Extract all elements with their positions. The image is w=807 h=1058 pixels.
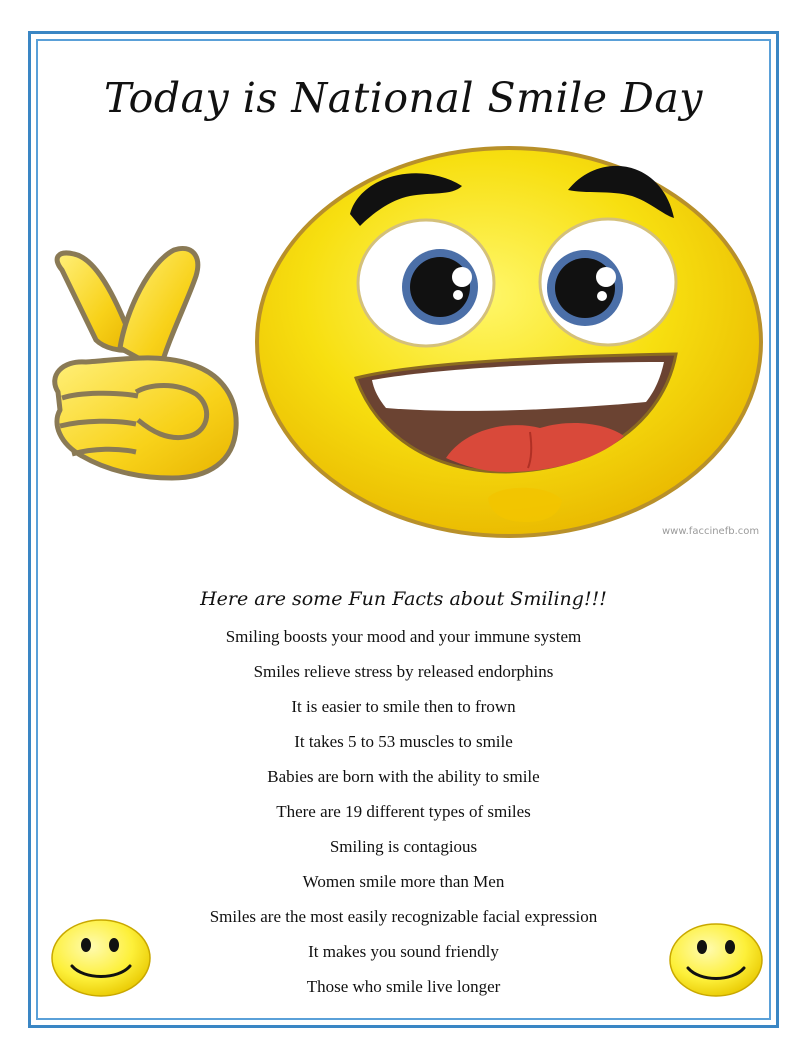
fact-item: Smiles are the most easily recognizable facial expression	[209, 907, 598, 926]
facts-heading: Here are some Fun Facts about Smiling!!!	[200, 588, 607, 610]
page-title: Today is National Smile Day	[104, 74, 703, 122]
fact-item: Women smile more than Men	[302, 872, 505, 891]
fact-item: It takes 5 to 53 muscles to smile	[294, 732, 513, 751]
fact-item: Those who smile live longer	[306, 977, 501, 996]
fact-item: There are 19 different types of smiles	[276, 802, 531, 821]
fact-item: Smiling is contagious	[329, 837, 478, 856]
fact-item: Babies are born with the ability to smile	[267, 767, 540, 786]
fact-item: Smiling boosts your mood and your immune system	[225, 627, 582, 646]
watermark-text: www.faccinefb.com	[662, 526, 760, 537]
peace-sign-hand-icon	[55, 248, 236, 478]
small-smiley-icon	[50, 918, 152, 998]
small-smiley-icon	[668, 922, 764, 998]
fact-item: It is easier to smile then to frown	[291, 697, 516, 716]
smiley-face-icon	[257, 148, 761, 536]
fact-item: It makes you sound friendly	[308, 942, 499, 961]
fact-item: Smiles relieve stress by released endorphins	[253, 662, 554, 681]
